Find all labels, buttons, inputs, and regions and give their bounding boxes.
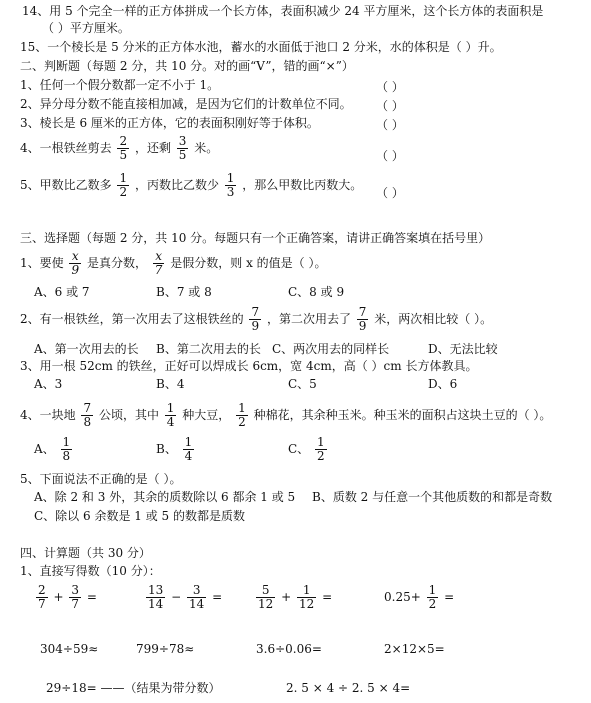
option: A、第一次用去的长	[34, 342, 139, 356]
fraction: $\frac{5}{12}$	[258, 583, 274, 611]
option: D、6	[428, 377, 458, 391]
option: A、6 或 7	[34, 285, 90, 299]
judge-q2: 2、异分母分数不能直接相加减，是因为它们的计数单位不同。	[20, 97, 352, 111]
option: C、8 或 9	[288, 285, 345, 299]
section2-title: 二、判断题（每题 2 分，共 10 分。对的画“V”，错的画“×”）	[20, 59, 354, 73]
fraction: $\frac{2}{7}$	[38, 583, 46, 611]
calc-expression: $\frac{2}{7}$ + $\frac{3}{7}$ =	[38, 583, 97, 611]
fraction: $\frac{3}{14}$	[189, 583, 205, 611]
calc-expression: 799÷78≈	[136, 642, 195, 656]
option: C、 $\frac{1}{2}$	[288, 435, 325, 463]
option: A、 $\frac{1}{8}$	[34, 435, 71, 463]
option: B、4	[156, 377, 185, 391]
calc-expression: $\frac{13}{14}$ − $\frac{3}{14}$ =	[148, 583, 223, 611]
fraction: $\frac{1}{2}$	[238, 401, 246, 429]
option: C、两次用去的同样长	[272, 342, 390, 356]
fraction: $\frac{1}{12}$	[299, 583, 315, 611]
judge-q5: 5、甲数比乙数多 $\frac{1}{2}$ ，丙数比乙数少 $\frac{1}{3}$ ，那么甲数比丙数大。	[20, 171, 363, 199]
judge-q4: 4、一根铁丝剪去 $\frac{2}{5}$ ，还剩 $\frac{3}{5}$ 米。	[20, 134, 219, 162]
calc-expression: 2. 5 × 4 ÷ 2. 5 × 4=	[286, 681, 411, 695]
answer-paren: （ ）	[376, 99, 404, 113]
choice-q3: 3、用一根 52cm 的铁丝，正好可以焊成长 6cm，宽 4cm，高（ ）cm 长方体教具。	[20, 359, 478, 373]
fraction: $\frac{x}{7}$	[154, 249, 163, 277]
choice-q5: 5、下面说法不正确的是（ ）。	[20, 472, 182, 486]
fraction: $\frac{3}{5}$	[178, 134, 187, 162]
calc-expression: 2×12×5=	[384, 642, 445, 656]
fraction: $\frac{7}{9}$	[358, 305, 367, 333]
section3-title: 三、选择题（每题 2 分，共 10 分。每题只有一个正确答案，请讲正确答案填在括号里）	[20, 231, 491, 245]
q14-line2: （ ）平方厘米。	[42, 21, 130, 35]
answer-paren: （ ）	[376, 118, 404, 132]
choice-q2: 2、有一根铁丝，第一次用去了这根铁丝的 $\frac{7}{9}$ ，第二次用去了 $\frac{7}{9}$ 米，两次相比较（ ）。	[20, 305, 493, 333]
fraction: $\frac{1}{2}$	[428, 583, 437, 611]
fraction: $\frac{1}{2}$	[119, 171, 128, 199]
fraction: $\frac{x}{9}$	[71, 249, 80, 277]
fraction: $\frac{7}{9}$	[251, 305, 260, 333]
fraction: $\frac{3}{7}$	[71, 583, 79, 611]
fraction: $\frac{1}{2}$	[317, 435, 325, 463]
calc-expression: 304÷59≈	[40, 642, 99, 656]
answer-paren: （ ）	[376, 149, 404, 163]
calc-expression: 3.6÷0.06=	[256, 642, 322, 656]
judge-q1: 1、任何一个假分数都一定不小于 1。	[20, 78, 220, 92]
calc-expression: $\frac{5}{12}$ + $\frac{1}{12}$ =	[258, 583, 333, 611]
section4-title: 四、计算题（共 30 分）	[20, 546, 151, 560]
option: C、5	[288, 377, 317, 391]
fraction: $\frac{13}{14}$	[148, 583, 164, 611]
fraction: $\frac{1}{3}$	[226, 171, 235, 199]
q15: 15、一个棱长是 5 分米的正方体水池，蓄水的水面低于池口 2 分米，水的体积是（ ）升。	[20, 40, 502, 54]
calc-expression: 0.25+ $\frac{1}{2}$ =	[384, 583, 455, 611]
choice-q1: 1、要使 $\frac{x}{9}$ 是真分数， $\frac{x}{7}$ 是假分数，则 x 的值是（ ）。	[20, 249, 327, 277]
fraction: $\frac{2}{5}$	[119, 134, 128, 162]
option: A、3	[34, 377, 63, 391]
answer-paren: （ ）	[376, 186, 404, 200]
fraction: $\frac{1}{4}$	[184, 435, 193, 463]
answer-paren: （ ）	[376, 80, 404, 94]
fraction: $\frac{1}{4}$	[166, 401, 175, 429]
option: B、质数 2 与任意一个其他质数的和都是奇数	[312, 490, 553, 504]
q14-line1: 14、用 5 个完全一样的正方体拼成一个长方体，表面积减少 24 平方厘米，这个长方体的表面积是	[22, 4, 544, 18]
subsection-title: 1、直接写得数（10 分）：	[20, 564, 161, 578]
calc-expression: 29÷18= ——（结果为带分数）	[46, 681, 221, 695]
option: B、7 或 8	[156, 285, 212, 299]
fraction: $\frac{1}{8}$	[62, 435, 71, 463]
option: D、无法比较	[428, 342, 498, 356]
option: B、第二次用去的长	[156, 342, 261, 356]
judge-q3: 3、棱长是 6 厘米的正方体，它的表面积刚好等于体积。	[20, 116, 319, 130]
option: B、 $\frac{1}{4}$	[156, 435, 193, 463]
choice-q4: 4、一块地 $\frac{7}{8}$ 公顷，其中 $\frac{1}{4}$ 种大豆， $\frac{1}{2}$ 种棉花，其余种玉米。种玉米的面积占这块土豆的（ ）。	[20, 401, 552, 429]
fraction: $\frac{7}{8}$	[83, 401, 92, 429]
option: C、除以 6 余数是 1 或 5 的数都是质数	[34, 509, 245, 523]
option: A、除 2 和 3 外，其余的质数除以 6 都余 1 或 5	[34, 490, 296, 504]
